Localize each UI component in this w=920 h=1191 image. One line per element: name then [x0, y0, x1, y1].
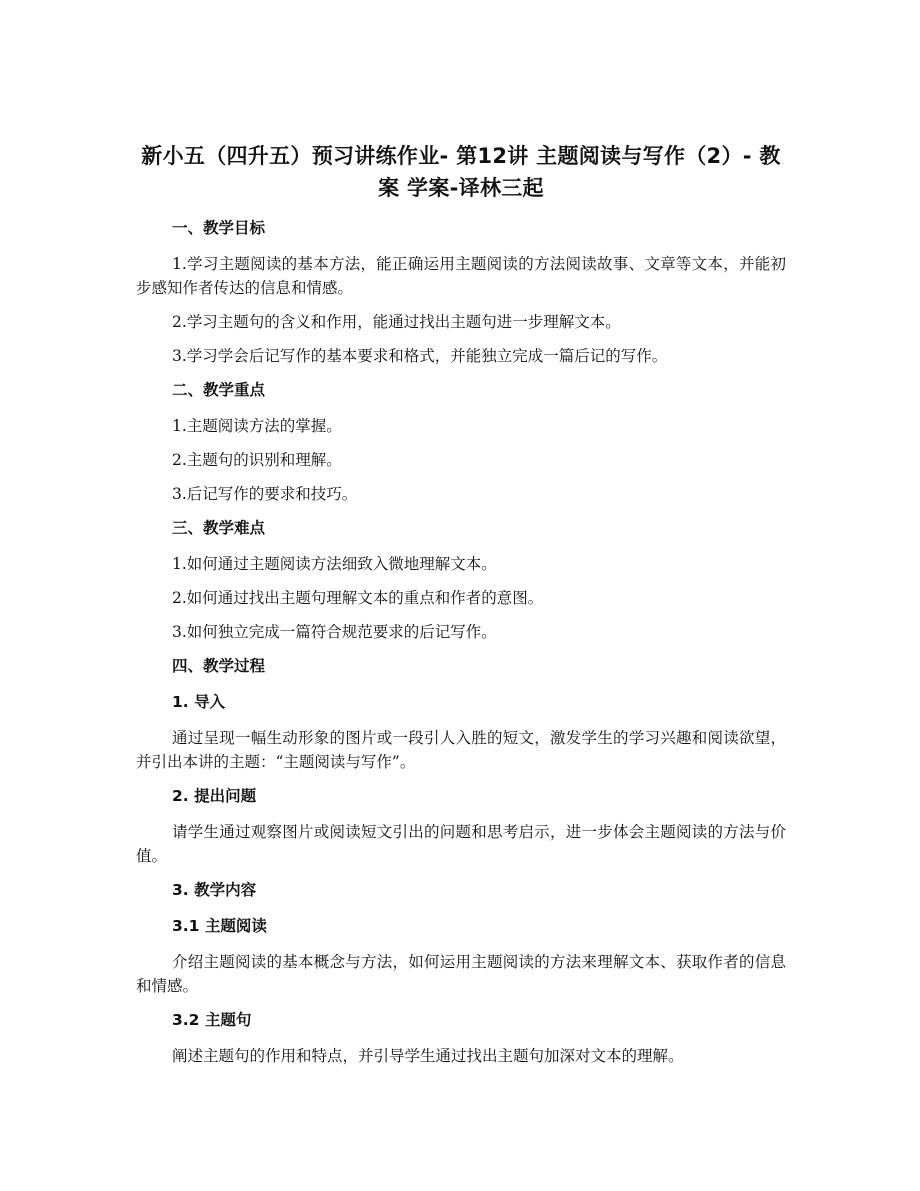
- objective-2: 2.学习主题句的含义和作用，能通过找出主题句进一步理解文本。: [172, 313, 621, 331]
- key-point-2: 2.主题句的识别和理解。: [172, 451, 342, 469]
- section-heading-key-points: 二、教学重点: [172, 381, 266, 399]
- document-page: [136, 140, 786, 1078]
- introduction-text: 通过呈现一幅生动形象的图片或一段引人入胜的短文，激发学生的学习兴趣和阅读欲望，并引出本讲的主题：“主题阅读与写作”。: [136, 729, 786, 771]
- objective-1: 1.学习主题阅读的基本方法，能正确运用主题阅读的方法阅读故事、文章等文本，并能初步感知作者传达的信息和情感。: [136, 255, 786, 297]
- subheading-content: 3. 教学内容: [172, 881, 257, 899]
- subheading-topic-sentence: 3.2 主题句: [172, 1011, 252, 1029]
- section-heading-difficulties: 三、教学难点: [172, 519, 266, 537]
- document-body: [136, 216, 786, 1068]
- subheading-topic-reading: 3.1 主题阅读: [172, 917, 267, 935]
- subheading-introduction: 1. 导入: [172, 693, 226, 711]
- difficulty-2: 2.如何通过找出主题句理解文本的重点和作者的意图。: [172, 589, 544, 607]
- section-heading-process: 四、教学过程: [172, 657, 266, 675]
- topic-sentence-text: 阐述主题句的作用和特点，并引导学生通过找出主题句加深对文本的理解。: [172, 1047, 684, 1065]
- key-point-1: 1.主题阅读方法的掌握。: [172, 417, 342, 435]
- document-title: 新小五（四升五）预习讲练作业- 第12讲 主题阅读与写作（2）- 教案 学案-译林三起: [141, 144, 781, 200]
- topic-reading-text: 介绍主题阅读的基本概念与方法，如何运用主题阅读的方法来理解文本、获取作者的信息和情感。: [136, 953, 786, 995]
- subheading-questions: 2. 提出问题: [172, 787, 257, 805]
- questions-text: 请学生通过观察图片或阅读短文引出的问题和思考启示，进一步体会主题阅读的方法与价值。: [136, 823, 786, 865]
- objective-3: 3.学习学会后记写作的基本要求和格式，并能独立完成一篇后记的写作。: [172, 347, 668, 365]
- difficulty-3: 3.如何独立完成一篇符合规范要求的后记写作。: [172, 623, 497, 641]
- difficulty-1: 1.如何通过主题阅读方法细致入微地理解文本。: [172, 555, 497, 573]
- key-point-3: 3.后记写作的要求和技巧。: [172, 485, 358, 503]
- section-heading-objectives: 一、教学目标: [172, 219, 266, 237]
